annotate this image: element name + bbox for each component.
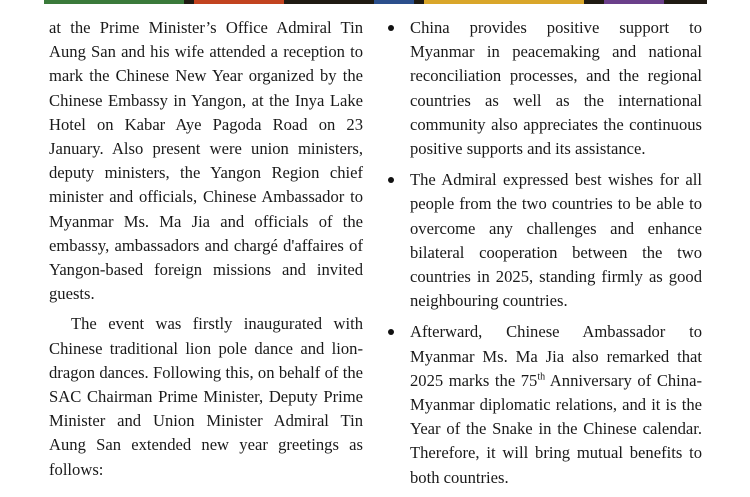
bullet-item bbox=[386, 320, 702, 489]
banner-color-segment bbox=[424, 0, 584, 4]
right-text-column bbox=[386, 16, 702, 497]
bullet-text-part: Afterward, Chinese Ambassador to Myanmar Ms. Ma Jia also remarked that 2025 marks the 75 bbox=[410, 322, 702, 390]
header-banner-strip bbox=[44, 0, 707, 4]
bullet-text bbox=[410, 322, 702, 486]
bullet-icon bbox=[388, 177, 394, 183]
bullet-text: China provides positive support to Myanmar in peacemaking and national reconciliation processes, and the regional countries as well as the international community also appreciates the continuous positive supports and its assistance. bbox=[410, 18, 702, 159]
banner-color-segment bbox=[604, 0, 664, 4]
body-paragraph: The event was firstly inaugurated with Chinese traditional lion pole dance and lion-dragon dances. Following this, on behalf of the SAC Chairman Prime Minister, Deputy Prime Minister and Union Minister Admiral Tin Aung San extended new year greetings as follows: bbox=[49, 314, 363, 479]
banner-color-segment bbox=[194, 0, 284, 4]
banner-color-segment bbox=[44, 0, 184, 4]
bullet-icon bbox=[388, 329, 394, 335]
bullet-text-part: Anniversary of China-Myanmar diplomatic relations, and it is the Year of the Snake in the Chinese calendar. Therefore, it will bring mutual benefits to both countries. bbox=[410, 370, 702, 487]
left-text-column bbox=[49, 16, 363, 482]
banner-color-segment bbox=[374, 0, 414, 4]
body-paragraph: at the Prime Minister’s Office Admiral Tin Aung San and his wife attended a reception to mark the Chinese New Year organized by the Chinese Embassy in Yangon, at the Inya Lake Hotel on Kabar Aye Pagoda Road on 23 January. Also present were union ministers, deputy ministers, the Yangon Region chief minister and officials, Chinese Ambassador to Myanmar Ms. Ma Jia and officials of the embassy, ambassadors and chargé d'affaires of Yangon-based foreign missions and invited guests. bbox=[49, 18, 363, 304]
greeting-bullet-list bbox=[386, 16, 702, 490]
bullet-item bbox=[386, 16, 702, 161]
bullet-icon bbox=[388, 25, 394, 31]
bullet-item bbox=[386, 168, 702, 313]
bullet-text: The Admiral expressed best wishes for all people from the two countries to be able to overcome any challenges and enhance bilateral cooperation between the two countries in 2025, standing firmly as good neighbouring countries. bbox=[410, 170, 702, 311]
ordinal-superscript: th bbox=[537, 371, 546, 383]
